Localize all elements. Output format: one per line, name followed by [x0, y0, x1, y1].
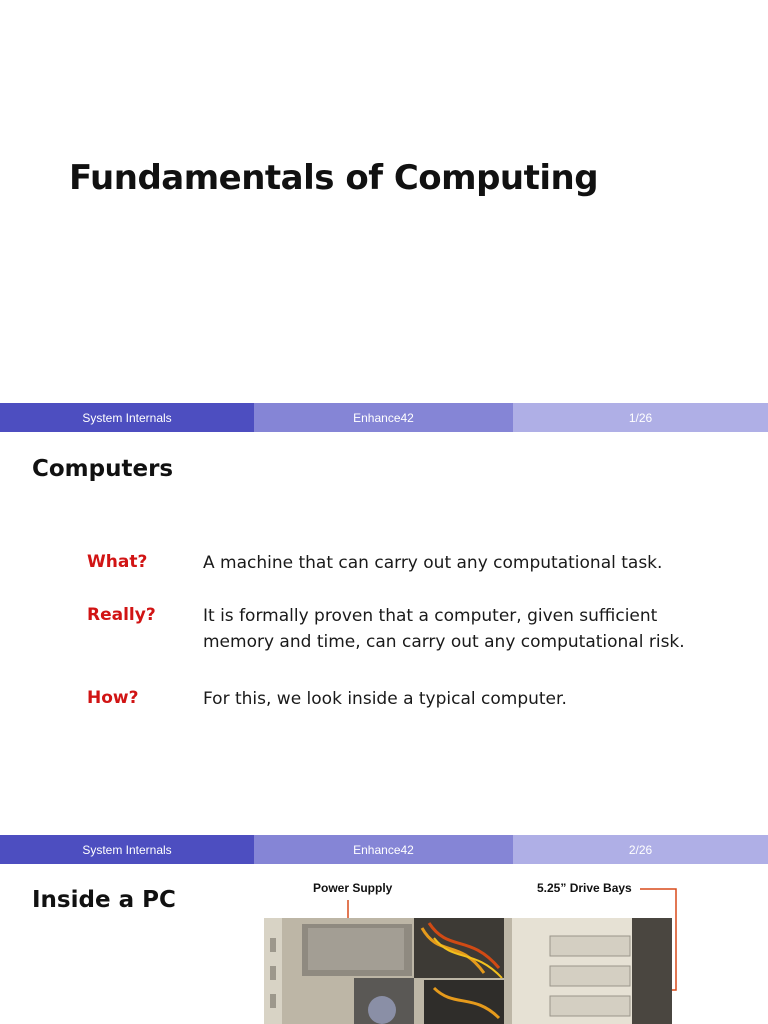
row-label-how: How?: [87, 688, 139, 708]
callout-drive-bays: 5.25” Drive Bays: [537, 881, 632, 895]
row-text-what: A machine that can carry out any computational task.: [203, 553, 663, 573]
row-text-really: It is formally proven that a computer, given sufficient memory and time, can carry out any computational risk.: [203, 606, 685, 652]
footer-section-title: System Internals: [0, 403, 254, 432]
footer-page-number: 1/26: [513, 403, 768, 432]
footer-page-number: 2/26: [513, 835, 768, 864]
footer-author: Enhance42: [254, 835, 513, 864]
footer-section-title: System Internals: [0, 835, 254, 864]
slide-title: Inside a PC: [32, 887, 176, 913]
slide-title: Computers: [32, 456, 174, 482]
deck-title: Fundamentals of Computing: [69, 158, 599, 198]
pc-internals-photo: [264, 918, 672, 1024]
row-text-how: For this, we look inside a typical computer.: [203, 689, 567, 709]
row-label-what: What?: [87, 552, 148, 572]
row-label-really: Really?: [87, 605, 156, 625]
footer-author: Enhance42: [254, 403, 513, 432]
callout-power-supply: Power Supply: [313, 881, 393, 895]
